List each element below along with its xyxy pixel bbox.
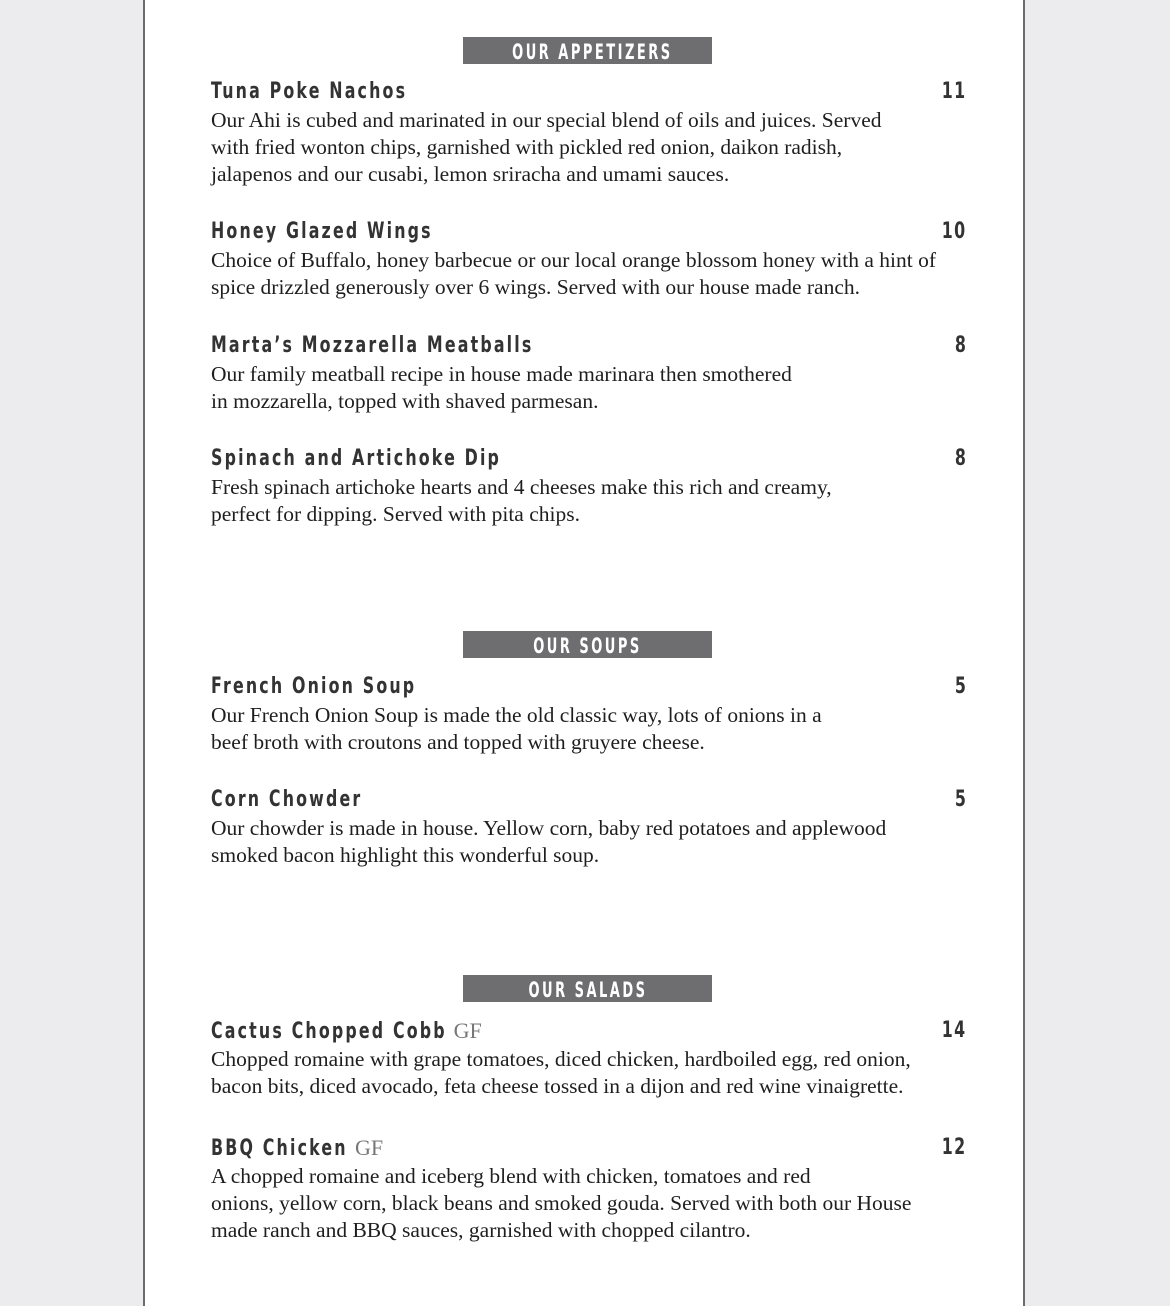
item-price: 8 — [954, 446, 967, 471]
item-name: Honey Glazed Wings — [211, 219, 433, 244]
item-price: 8 — [954, 333, 967, 358]
menu-item — [211, 672, 967, 756]
gluten-free-badge: GF — [354, 1135, 384, 1160]
section-header-soups: OUR SOUPS — [463, 631, 712, 658]
item-price: 10 — [942, 219, 967, 244]
gluten-free-badge: GF — [453, 1018, 483, 1043]
menu-item — [211, 785, 967, 869]
item-price: 12 — [942, 1135, 967, 1160]
item-description: A chopped romaine and iceberg blend with chicken, tomatoes and red onions, yellow corn, black beans and smoked gouda. Served with both our House made ranch and BBQ sauces, garnished with chopped cilantro. — [211, 1164, 912, 1242]
item-price: 14 — [942, 1018, 967, 1043]
item-description: Our Ahi is cubed and marinated in our special blend of oils and juices. Served with fried wonton chips, garnished with pickled red onion, daikon radish, jalapenos and our cusabi, lemon sriracha and umami sauces. — [211, 108, 882, 186]
item-price: 11 — [942, 79, 967, 104]
menu-item — [211, 1133, 967, 1244]
menu-item — [211, 217, 967, 301]
item-description: Our French Onion Soup is made the old classic way, lots of onions in a beef broth with croutons and topped with gruyere cheese. — [211, 703, 822, 754]
item-price: 5 — [954, 787, 967, 812]
item-price: 5 — [954, 674, 967, 699]
menu-item — [211, 1016, 967, 1100]
item-name: French Onion Soup — [211, 674, 417, 699]
menu-item — [211, 444, 967, 528]
item-description: Our family meatball recipe in house made marinara then smothered in mozzarella, topped with shaved parmesan. — [211, 362, 792, 413]
item-name: Tuna Poke Nachos — [211, 79, 408, 104]
item-name: Marta’s Mozzarella Meatballs — [211, 333, 534, 358]
item-name: Cactus Chopped Cobb GF — [211, 1018, 483, 1044]
item-description: Our chowder is made in house. Yellow corn, baby red potatoes and applewood smoked bacon highlight this wonderful soup. — [211, 816, 887, 867]
section-header-appetizers: OUR APPETIZERS — [463, 37, 712, 64]
menu-item — [211, 77, 967, 188]
item-description: Fresh spinach artichoke hearts and 4 cheeses make this rich and creamy, perfect for dipping. Served with pita chips. — [211, 475, 832, 526]
section-header-salads: OUR SALADS — [463, 975, 712, 1002]
item-name: Spinach and Artichoke Dip — [211, 446, 502, 471]
item-name: BBQ Chicken GF — [211, 1135, 384, 1161]
item-description: Choice of Buffalo, honey barbecue or our local orange blossom honey with a hint of spice drizzled generously over 6 wings. Served with our house made ranch. — [211, 248, 937, 299]
item-description: Chopped romaine with grape tomatoes, diced chicken, hardboiled egg, red onion, bacon bits, diced avocado, feta cheese tossed in a dijon and red wine vinaigrette. — [211, 1047, 911, 1098]
menu-page — [143, 0, 1025, 1306]
menu-item — [211, 331, 967, 415]
item-name: Corn Chowder — [211, 787, 363, 812]
